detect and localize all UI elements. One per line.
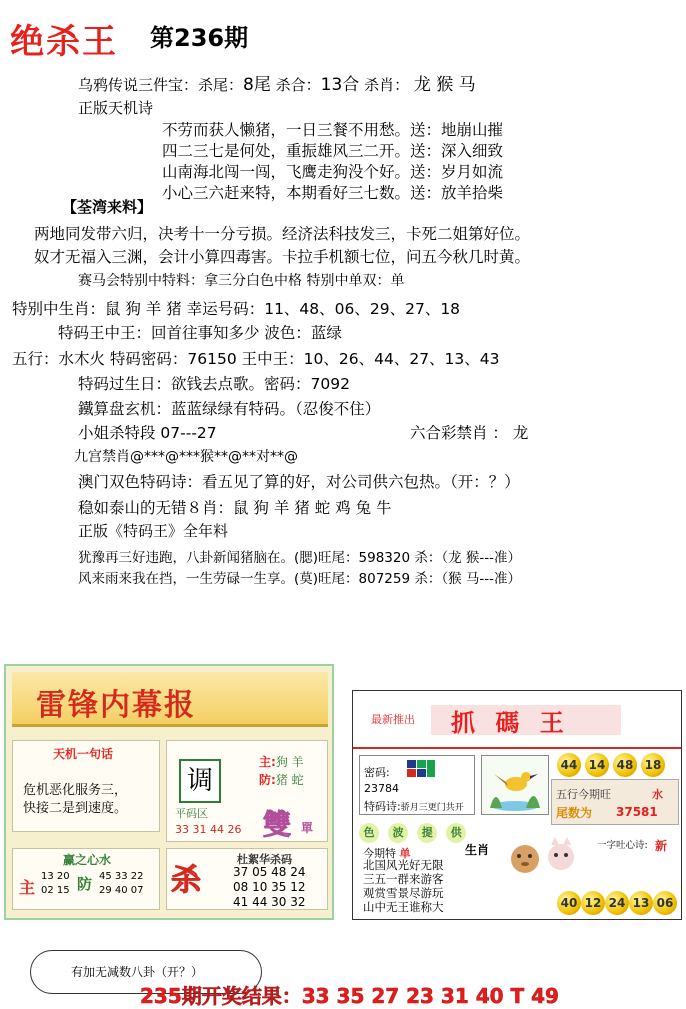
line-suanpan: 鐵算盘玄机：蓝蓝绿绿有特码。（忍俊不住） [78,400,381,418]
zhuama-title: 抓 碼 王 [451,708,570,737]
yingzhi-fang: 防 [77,875,93,893]
jinqi-line: 今期特 单 [363,847,411,860]
yingzhi-num-4: 29 40 07 [99,885,144,896]
line-temawang: 特码王中王：回首往事知多少 波色：蓝绿 [58,324,342,342]
tianji-box-title: 天机一句话 [53,747,114,761]
zhu-line: 主:狗 羊 [259,755,304,769]
line-xiaojie: 小姐杀特段 07---27 [78,424,217,442]
tema-line: 特码诗:骄月三更门共开 [364,800,464,813]
top-ball-4: 18 [641,753,665,777]
poem-line-4: 小心三六赶来特，本期看好三七数。送：放羊拾柴 [162,184,504,202]
line-wuya [78,70,476,95]
bird-illustration [481,755,549,815]
zhuama-top-small: 最新推出 [371,713,415,726]
top-ball-3: 48 [613,753,637,777]
shejia-row-1: 37 05 48 24 [233,865,306,879]
leifeng-banner [12,672,328,727]
tag-2: 波 [388,823,408,843]
tip-line-1: 两地同发带六归，决考十一分亏损。经济法科技发三，卡死二姐第好位。 [34,225,531,243]
tianji-box [12,740,160,832]
wei-label: 尾数为 [556,806,593,820]
side-val: 新 [655,839,668,853]
tag-3: 提 [417,823,437,843]
shuang-char: 雙 [263,808,292,841]
zhuama-poem-3: 观赏雪景尽游玩 [363,886,444,900]
bottom-ball-5: 06 [653,891,677,915]
line-fenglai: 风来雨来我在挡，一生劳碌一生享。(莫)旺尾：807259 杀：（猴 马---准） [78,571,522,587]
wei-val: 37581 [616,805,658,819]
section-tianji: 正版天机诗 [78,99,154,117]
tiao-box [166,740,328,842]
ping-label: 平码区 [175,807,208,820]
bottom-ball-1: 40 [557,891,581,915]
bottom-ball-3: 24 [605,891,629,915]
line-jinxiao: 六合彩禁肖 ： 龙 [410,424,529,442]
poem-line-3: 山南海北闯一闯，飞鹰走狗没个好。送：岁月如流 [162,163,504,181]
tag-4: 供 [446,823,466,843]
zhuama-header [357,695,677,743]
tianji-box-line-1: 危机恶化服务三， [23,783,128,798]
code-val: 23784 [364,782,399,795]
yingzhi-box [12,848,160,910]
yingzhi-title: 赢之心水 [63,853,112,867]
tip-line-2: 奴才无福入三渊，会计小算四毒害。卡拉手机额七位，问五今秋几时黄。 [34,248,531,266]
line-quannian: 正版《特码王》全年料 [78,522,229,540]
cloud-text: 有加无减数八卦（开？） [71,965,204,979]
line-aomen: 澳门双色特码诗：看五见了算的好，对公司供六包热。（开：？） [78,473,520,491]
sha-xiao-label: 杀肖： [364,76,410,94]
tiao-char: 调 [179,759,221,803]
shejia-row-2: 08 10 35 12 [233,880,306,894]
yingzhi-zhu: 主 [19,878,36,897]
sha-wei: 8尾 [243,75,271,95]
tag-1: 色 [359,823,379,843]
animal-illustration [503,831,583,881]
logo-icon [406,758,436,780]
line-jiugong: 九宫禁肖@***@***猴**@**对**@ [74,449,298,465]
line-youyu: 犹豫再三好违跑，八卦新闻猪脑在。(腮)旺尾：598320 杀：（龙 猴---准） [78,550,522,566]
ping-nums: 33 31 44 26 [175,823,242,836]
top-ball-2: 14 [585,753,609,777]
poem-line-2: 四二三七是何处，重振雄风三二开。送：深入细致 [162,142,504,160]
page-title: 绝杀王 [10,22,118,62]
code-label: 密码: [364,766,390,779]
line-saimahui: 赛马会特别中特料：拿三分白色中格 特别中单双：单 [78,273,405,289]
source-tag: 【荃湾来料】 [62,198,153,216]
code-box [359,755,475,815]
shengxiao-label: 生肖 [465,843,490,857]
sha-char: 杀 [171,863,201,898]
shejia-title: 杜絮华杀码 [237,853,292,866]
sha-he-label: 杀合： [275,76,321,94]
zhuama-poem-2: 三五一群来游客 [363,872,444,886]
line-shengxiao: 特别中生肖：鼠 狗 羊 猪 幸运号码：11、48、06、29、27、18 [12,300,461,318]
poem-line-1: 不劳而获人懒猪，一日三餐不用愁。送：地崩山摧 [162,121,504,139]
bottom-ball-4: 13 [629,891,653,915]
dan-char: 單 [301,821,314,835]
zhuama-poem-4: 山中无王谁称大 [363,900,444,914]
wuya-label: 乌鸦传说三件宝：杀尾： [78,76,244,94]
zhuama-panel [352,690,682,920]
wuxing-label: 五行今期旺 [556,788,611,801]
tianji-box-line-2: 快接二是到速度。 [23,801,128,816]
line-shengri: 特码过生日：欲钱去点歌。密码：7092 [78,375,350,393]
tags-row [359,821,466,843]
side-label: 一字吐心诗: [597,840,648,851]
leifeng-title: 雷锋内幕报 [36,688,196,723]
issue-number: 第236期 [150,24,249,52]
shejia-box [166,848,328,910]
top-ball-1: 44 [557,753,581,777]
fang-line: 防:猪 蛇 [259,773,304,787]
draw-result: 235期开奖结果：33 35 27 23 31 40 T 49 [140,984,559,1008]
yingzhi-num-1: 13 20 [41,871,70,882]
wuxing-box [551,779,679,825]
sha-xiao: 龙 猴 马 [413,75,476,95]
line-8xiao: 稳如泰山的无错８肖：鼠 狗 羊 猪 蛇 鸡 兔 牛 [78,499,392,517]
shejia-row-3: 41 44 30 32 [233,895,306,909]
yingzhi-num-3: 45 33 22 [99,871,144,882]
zhuama-poem-1: 北国风光好无限 [363,858,444,872]
sha-he: 13合 [320,75,360,95]
leifeng-panel [4,664,334,920]
bottom-ball-2: 12 [581,891,605,915]
wuxing-val: 水 [652,788,663,801]
yingzhi-num-2: 02 15 [41,885,70,896]
zhuama-divider [353,747,681,749]
line-wuxing: 五行：水木火 特码密码：76150 王中王：10、26、44、27、13、43 [12,350,500,368]
